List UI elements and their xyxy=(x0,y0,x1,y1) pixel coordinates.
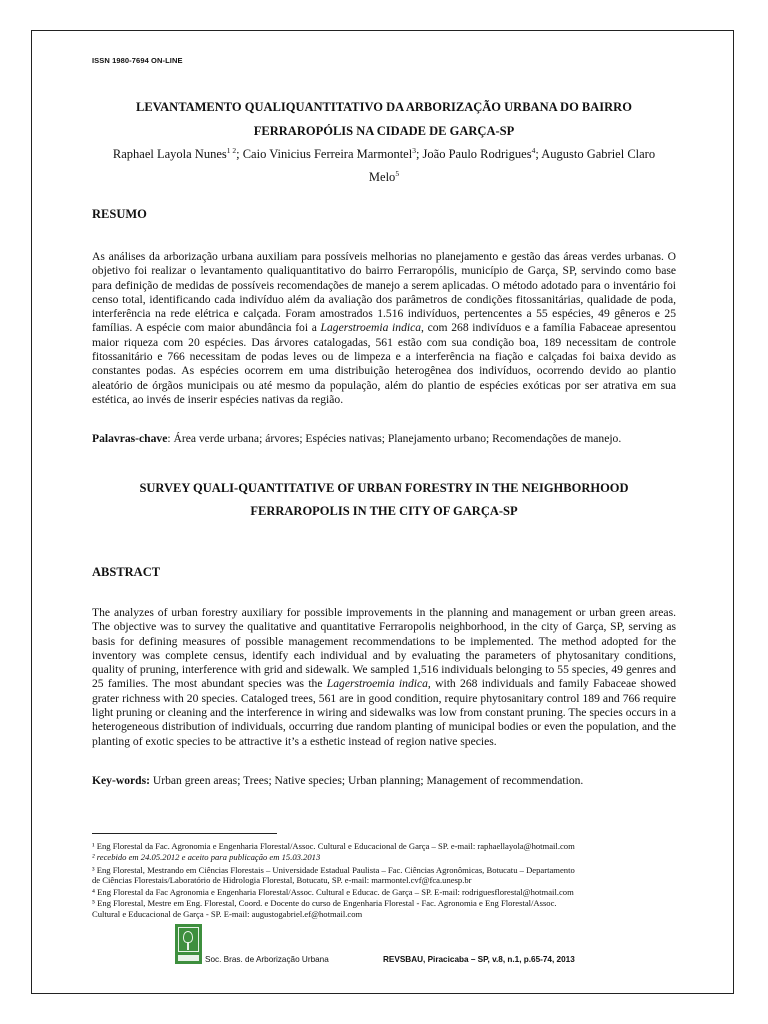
abstract-heading: ABSTRACT xyxy=(92,565,161,579)
society-name: Soc. Bras. de Arborização Urbana xyxy=(205,955,329,964)
abstract-paragraph xyxy=(92,606,676,749)
author-4-cont: Melo xyxy=(368,170,396,184)
resumo-text-2: , com 268 indivíduos e a família Fabaceae apresentou maior riqueza com 20 espécies. Das árvores catalogadas, 561 estão com sua condição boa, 189 necessitam de controle fitossanitário e 766 necessitam de podas leves ou de limpeza e a interferência na fiação e calçadas foi baixa devido as constantes podas. As espécies ocorrem em uma distribuição heterogênea dos indivíduos, ocorrendo devido ao plantio aleatório de órgãos municipais ou até mesmo da população, além do plantio de espécies exóticas por ser atrativa em sua estética, ao invés de inserir espécies nativas da região. xyxy=(92,321,676,406)
author-3-affil: 4 xyxy=(531,145,536,155)
palavras-chave-text: : Área verde urbana; árvores; Espécies nativas; Planejamento urbano; Recomendações de manejo. xyxy=(167,432,622,445)
logo-band xyxy=(178,955,199,961)
author-1-affil: 1 2 xyxy=(226,145,237,155)
title-pt-line2: FERRAROPÓLIS NA CIDADE DE GARÇA-SP xyxy=(253,124,515,138)
issn-label: ISSN 1980-7694 ON-LINE xyxy=(92,56,183,65)
key-words-label: Key-words: xyxy=(92,774,150,787)
footnote-rule xyxy=(92,833,277,834)
authors-line1 xyxy=(92,143,676,166)
author-2-affil: 3 xyxy=(412,145,416,155)
abstract-species: Lagerstroemia indica xyxy=(326,677,428,691)
footnote-3a: ³ Eng Florestal, Mestrando em Ciências Florestais – Universidade Estadual Paulista – Fac. Ciências Agronômicas, Botucatu – Departamento xyxy=(92,865,575,875)
footnote-1: ¹ Eng Florestal da Fac. Agronomia e Engenharia Florestal/Assoc. Cultural e Educacional de Garça – SP. e-mail: raphaellayola@hotmail.com xyxy=(92,841,575,851)
abstract-text-2: , with 268 individuals and family Fabaceae showed grater richness with 20 species. Cataloged trees, 561 are in good condition, require phytosanitary control 189 and 766 require light pruning or cleaning and the interference in wiring and sidewalks was low from constant pruning. The species occurs in a heterogeneous distribution of individuals, occurring due random planting of municipal bodies or even the population, and the planting of exotic species to be attractive it’s a esthetic instead of region native species. xyxy=(92,677,676,748)
key-words-text: Urban green areas; Trees; Native species; Urban planning; Management of recommendation. xyxy=(149,774,584,787)
footnote-2-text: ² recebido em 24.05.2012 e aceito para publicação em 15.03.2013 xyxy=(92,852,321,862)
journal-citation: REVSBAU, Piracicaba – SP, v.8, n.1, p.65-74, 2013 xyxy=(383,955,575,964)
abstract-text-1: The analyzes of urban forestry auxiliary for possible improvements in the planning and management or urban green areas. The objective was to survey the qualitative and quantitative Ferraropolis neighborhood, in the city of Garça, SP, serving as basis for defining measures of possible management recommendations to be implemented. The method adopted for the inventory was complete census, identify each individual and by evaluating the parameters of phytosanitary conditions, quality of pruning, interference with grid and sidewalk. We sampled 1,516 individuals belonging to 55 species, 49 genres and 25 families. The most abundant species was the xyxy=(92,606,676,691)
resumo-text-1: As análises da arborização urbana auxiliam para possíveis melhorias no planejamento e gestão das áreas verdes urbanas. O objetivo foi realizar o levantamento qualiquantitativo do bairro Ferraropólis, município de Garça, SP, servindo como base para definição de medidas de possíveis recomendações de manejo a serem aplicadas. O método adotado para o inventário foi censo total, identificando cada indivíduo além da avaliação dos parâmetros de condições fitossanitárias, qualidade de poda, interferência na rede elétrica e calçada. Foram amostrados 1.516 indivíduos, pertencentes a 55 espécies, 49 gêneros e 25 famílias. A espécie com maior abundância foi a xyxy=(92,250,676,335)
resumo-species: Lagerstroemia indica xyxy=(320,321,422,335)
palavras-chave-label: Palavras-chave xyxy=(92,432,168,445)
footnote-4: ⁴ Eng Florestal da Fac Agronomia e Engenharia Florestal/Assoc. Cultural e Educac. de Garça – SP. E-mail: rodriguesflorestal@hotmail.com xyxy=(92,887,574,897)
author-1: Raphael Layola Nunes xyxy=(112,147,227,161)
footnote-2 xyxy=(92,852,692,863)
palavras-chave xyxy=(92,432,676,446)
footnote-5a: ⁵ Eng Florestal, Mestre em Eng. Florestal, Coord. e Docente do curso de Engenharia Florestal - Fac. Agronomia e Eng Florestal/Assoc. xyxy=(92,898,557,908)
author-4-affil: 5 xyxy=(395,168,400,178)
sbau-logo-icon xyxy=(175,924,202,964)
title-en-line2: FERRAROPOLIS IN THE CITY OF GARÇA-SP xyxy=(250,504,518,518)
logo-tree-trunk xyxy=(187,942,189,950)
author-4: ; Augusto Gabriel Claro xyxy=(535,147,656,161)
resumo-paragraph xyxy=(92,250,676,407)
title-en-line1: SURVEY QUALI-QUANTITATIVE OF URBAN FORESTRY IN THE NEIGHBORHOOD xyxy=(139,481,629,495)
key-words xyxy=(92,774,676,788)
author-3: ; João Paulo Rodrigues xyxy=(415,147,532,161)
title-pt-line1: LEVANTAMENTO QUALIQUANTITATIVO DA ARBORIZAÇÃO URBANA DO BAIRRO xyxy=(136,100,632,114)
authors-line2 xyxy=(92,166,676,189)
footnote-5b: Cultural e Educacional de Garça - SP. E-mail: augustogabriel.ef@hotmail.com xyxy=(92,909,363,919)
footnote-3b: de Ciências Florestais/Laboratório de Hidrologia Florestal, Botucatu, SP. e-mail: marmontel.cvf@fca.unesp.br xyxy=(92,875,472,885)
resumo-heading: RESUMO xyxy=(92,207,147,221)
author-2: ; Caio Vinicius Ferreira Marmontel xyxy=(236,147,413,161)
